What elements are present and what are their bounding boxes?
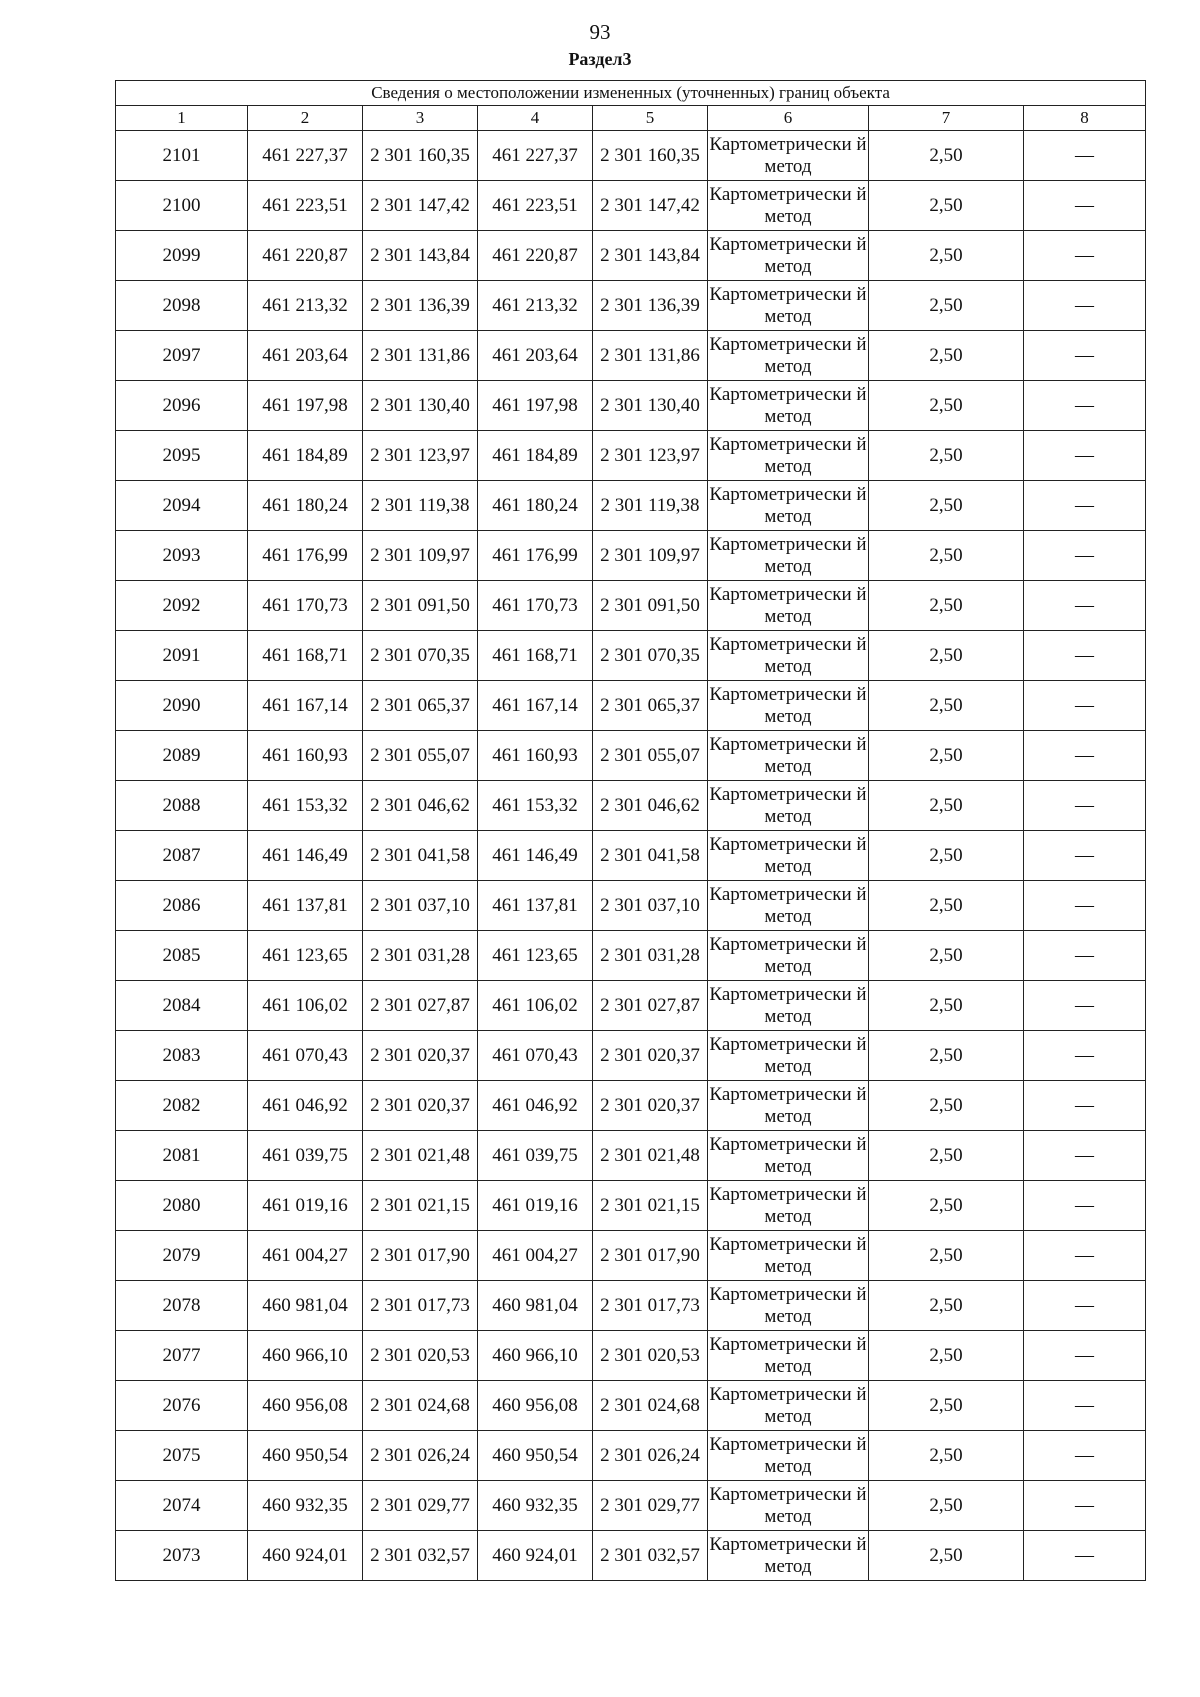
- table-row: [116, 1481, 1146, 1531]
- table-row: [116, 381, 1146, 431]
- column-number-cell: 6: [708, 106, 869, 131]
- coordinate-cell: 461 197,98: [478, 381, 593, 431]
- coordinate-cell: 461 180,24: [478, 481, 593, 531]
- coordinate-cell: 2 301 026,24: [593, 1431, 708, 1481]
- table-row: [116, 181, 1146, 231]
- method-cell: Картометрически й метод: [708, 1181, 869, 1231]
- accuracy-cell: 2,50: [869, 281, 1024, 331]
- coordinate-cell: 461 123,65: [478, 931, 593, 981]
- coordinate-cell: 2 301 041,58: [593, 831, 708, 881]
- method-cell: Картометрически й метод: [708, 1031, 869, 1081]
- method-cell: Картометрически й метод: [708, 1531, 869, 1581]
- table-row: [116, 631, 1146, 681]
- accuracy-cell: 2,50: [869, 731, 1024, 781]
- note-cell: —: [1024, 731, 1146, 781]
- note-cell: —: [1024, 831, 1146, 881]
- coordinate-cell: 461 203,64: [248, 331, 363, 381]
- coordinate-cell: 461 070,43: [248, 1031, 363, 1081]
- coordinate-cell: 2 301 091,50: [363, 581, 478, 631]
- coordinate-cell: 2 301 027,87: [363, 981, 478, 1031]
- coordinate-cell: 461 039,75: [248, 1131, 363, 1181]
- method-cell: Картометрически й метод: [708, 131, 869, 181]
- coordinate-cell: 2 301 160,35: [363, 131, 478, 181]
- note-cell: —: [1024, 1131, 1146, 1181]
- column-number-cell: 3: [363, 106, 478, 131]
- coordinate-cell: 2 301 031,28: [363, 931, 478, 981]
- coordinate-cell: 2 301 024,68: [593, 1381, 708, 1431]
- coordinate-cell: 2 301 021,48: [593, 1131, 708, 1181]
- note-cell: —: [1024, 181, 1146, 231]
- method-cell: Картометрически й метод: [708, 231, 869, 281]
- coordinate-cell: 2 301 055,07: [593, 731, 708, 781]
- table-row: [116, 881, 1146, 931]
- coordinate-cell: 461 220,87: [478, 231, 593, 281]
- table-row: [116, 1381, 1146, 1431]
- coordinate-cell: 461 184,89: [248, 431, 363, 481]
- method-cell: Картометрически й метод: [708, 681, 869, 731]
- table-row: [116, 1431, 1146, 1481]
- method-cell: Картометрически й метод: [708, 181, 869, 231]
- coordinate-cell: 461 137,81: [478, 881, 593, 931]
- coordinate-cell: 461 137,81: [248, 881, 363, 931]
- note-cell: —: [1024, 1381, 1146, 1431]
- coordinate-cell: 461 227,37: [248, 131, 363, 181]
- note-cell: —: [1024, 431, 1146, 481]
- accuracy-cell: 2,50: [869, 931, 1024, 981]
- method-cell: Картометрически й метод: [708, 531, 869, 581]
- table-row: [116, 131, 1146, 181]
- coordinate-cell: 460 924,01: [478, 1531, 593, 1581]
- method-cell: Картометрически й метод: [708, 931, 869, 981]
- coordinate-cell: 460 966,10: [248, 1331, 363, 1381]
- coordinate-cell: 461 019,16: [478, 1181, 593, 1231]
- accuracy-cell: 2,50: [869, 581, 1024, 631]
- point-number-cell: 2078: [116, 1281, 248, 1331]
- coordinate-cell: 2 301 091,50: [593, 581, 708, 631]
- coordinate-cell: 2 301 046,62: [593, 781, 708, 831]
- table-row: [116, 681, 1146, 731]
- coordinate-cell: 461 223,51: [478, 181, 593, 231]
- coordinate-cell: 2 301 143,84: [363, 231, 478, 281]
- note-cell: —: [1024, 1231, 1146, 1281]
- coordinate-cell: 2 301 065,37: [593, 681, 708, 731]
- point-number-cell: 2079: [116, 1231, 248, 1281]
- table-row: [116, 581, 1146, 631]
- coordinate-cell: 2 301 020,37: [593, 1081, 708, 1131]
- coordinate-cell: 461 197,98: [248, 381, 363, 431]
- accuracy-cell: 2,50: [869, 1131, 1024, 1181]
- coordinate-cell: 2 301 131,86: [363, 331, 478, 381]
- accuracy-cell: 2,50: [869, 331, 1024, 381]
- column-number-cell: 8: [1024, 106, 1146, 131]
- method-cell: Картометрически й метод: [708, 381, 869, 431]
- coordinate-cell: 2 301 020,53: [363, 1331, 478, 1381]
- table-row: [116, 1331, 1146, 1381]
- accuracy-cell: 2,50: [869, 781, 1024, 831]
- point-number-cell: 2081: [116, 1131, 248, 1181]
- table-row: [116, 831, 1146, 881]
- coordinate-cell: 461 180,24: [248, 481, 363, 531]
- coordinate-cell: 2 301 123,97: [363, 431, 478, 481]
- coordinate-cell: 2 301 020,37: [363, 1031, 478, 1081]
- accuracy-cell: 2,50: [869, 231, 1024, 281]
- coordinate-cell: 2 301 160,35: [593, 131, 708, 181]
- method-cell: Картометрически й метод: [708, 481, 869, 531]
- coordinate-cell: 461 153,32: [248, 781, 363, 831]
- table-body: [116, 131, 1146, 1581]
- coordinate-cell: 461 160,93: [248, 731, 363, 781]
- point-number-cell: 2093: [116, 531, 248, 581]
- note-cell: —: [1024, 631, 1146, 681]
- coordinate-cell: 461 019,16: [248, 1181, 363, 1231]
- coordinate-cell: 2 301 020,53: [593, 1331, 708, 1381]
- accuracy-cell: 2,50: [869, 631, 1024, 681]
- accuracy-cell: 2,50: [869, 481, 1024, 531]
- accuracy-cell: 2,50: [869, 1031, 1024, 1081]
- coordinate-cell: 460 981,04: [248, 1281, 363, 1331]
- coordinate-cell: 461 146,49: [478, 831, 593, 881]
- note-cell: —: [1024, 481, 1146, 531]
- note-cell: —: [1024, 1481, 1146, 1531]
- method-cell: Картометрически й метод: [708, 781, 869, 831]
- coordinate-cell: 2 301 046,62: [363, 781, 478, 831]
- coordinate-cell: 2 301 027,87: [593, 981, 708, 1031]
- note-cell: —: [1024, 1031, 1146, 1081]
- coordinate-cell: 460 924,01: [248, 1531, 363, 1581]
- note-cell: —: [1024, 681, 1146, 731]
- accuracy-cell: 2,50: [869, 1181, 1024, 1231]
- coordinate-cell: 461 146,49: [248, 831, 363, 881]
- point-number-cell: 2097: [116, 331, 248, 381]
- point-number-cell: 2096: [116, 381, 248, 431]
- table-row: [116, 481, 1146, 531]
- method-cell: Картометрически й метод: [708, 281, 869, 331]
- note-cell: —: [1024, 1331, 1146, 1381]
- coordinate-cell: 461 153,32: [478, 781, 593, 831]
- method-cell: Картометрически й метод: [708, 981, 869, 1031]
- note-cell: —: [1024, 931, 1146, 981]
- point-number-cell: 2088: [116, 781, 248, 831]
- section-title: Раздел3: [568, 49, 632, 69]
- point-number-cell: 2085: [116, 931, 248, 981]
- accuracy-cell: 2,50: [869, 1081, 1024, 1131]
- column-number-cell: 7: [869, 106, 1024, 131]
- accuracy-cell: 2,50: [869, 181, 1024, 231]
- page-number: 93: [589, 20, 611, 44]
- coordinate-cell: 2 301 147,42: [363, 181, 478, 231]
- coordinate-cell: 461 170,73: [478, 581, 593, 631]
- coordinate-cell: 461 106,02: [248, 981, 363, 1031]
- table-caption-row: [116, 81, 1146, 106]
- point-number-cell: 2089: [116, 731, 248, 781]
- coordinate-cell: 461 004,27: [478, 1231, 593, 1281]
- coordinate-cell: 2 301 119,38: [593, 481, 708, 531]
- coordinate-cell: 460 966,10: [478, 1331, 593, 1381]
- coordinate-cell: 2 301 029,77: [363, 1481, 478, 1531]
- coordinate-cell: 460 932,35: [248, 1481, 363, 1531]
- method-cell: Картометрически й метод: [708, 1431, 869, 1481]
- coordinate-cell: 2 301 136,39: [593, 281, 708, 331]
- coordinate-cell: 2 301 021,15: [593, 1181, 708, 1231]
- column-number-row: [116, 106, 1146, 131]
- coordinate-cell: 2 301 017,90: [593, 1231, 708, 1281]
- method-cell: Картометрически й метод: [708, 631, 869, 681]
- coordinate-cell: 461 160,93: [478, 731, 593, 781]
- coordinate-cell: 461 223,51: [248, 181, 363, 231]
- coordinate-cell: 461 070,43: [478, 1031, 593, 1081]
- point-number-cell: 2073: [116, 1531, 248, 1581]
- method-cell: Картометрически й метод: [708, 581, 869, 631]
- note-cell: —: [1024, 1181, 1146, 1231]
- coordinate-cell: 2 301 021,48: [363, 1131, 478, 1181]
- coordinate-cell: 461 167,14: [478, 681, 593, 731]
- point-number-cell: 2094: [116, 481, 248, 531]
- point-number-cell: 2086: [116, 881, 248, 931]
- coordinate-cell: 461 123,65: [248, 931, 363, 981]
- table-row: [116, 1081, 1146, 1131]
- accuracy-cell: 2,50: [869, 131, 1024, 181]
- note-cell: —: [1024, 131, 1146, 181]
- point-number-cell: 2091: [116, 631, 248, 681]
- method-cell: Картометрически й метод: [708, 1281, 869, 1331]
- accuracy-cell: 2,50: [869, 831, 1024, 881]
- accuracy-cell: 2,50: [869, 1231, 1024, 1281]
- accuracy-cell: 2,50: [869, 1331, 1024, 1381]
- coordinate-cell: 461 227,37: [478, 131, 593, 181]
- method-cell: Картометрически й метод: [708, 331, 869, 381]
- coordinate-cell: 2 301 109,97: [363, 531, 478, 581]
- column-number-cell: 1: [116, 106, 248, 131]
- coordinate-cell: 2 301 017,90: [363, 1231, 478, 1281]
- point-number-cell: 2074: [116, 1481, 248, 1531]
- coordinate-cell: 461 106,02: [478, 981, 593, 1031]
- point-number-cell: 2099: [116, 231, 248, 281]
- coordinate-cell: 461 203,64: [478, 331, 593, 381]
- point-number-cell: 2101: [116, 131, 248, 181]
- note-cell: —: [1024, 581, 1146, 631]
- accuracy-cell: 2,50: [869, 681, 1024, 731]
- coordinate-cell: 2 301 026,24: [363, 1431, 478, 1481]
- method-cell: Картометрически й метод: [708, 731, 869, 781]
- point-number-cell: 2084: [116, 981, 248, 1031]
- coordinate-cell: 2 301 131,86: [593, 331, 708, 381]
- note-cell: —: [1024, 1531, 1146, 1581]
- point-number-cell: 2075: [116, 1431, 248, 1481]
- coordinate-cell: 460 950,54: [478, 1431, 593, 1481]
- coordinate-cell: 460 932,35: [478, 1481, 593, 1531]
- coordinate-cell: 460 950,54: [248, 1431, 363, 1481]
- coordinate-cell: 461 004,27: [248, 1231, 363, 1281]
- accuracy-cell: 2,50: [869, 1531, 1024, 1581]
- coordinate-cell: 461 220,87: [248, 231, 363, 281]
- coordinate-cell: 460 981,04: [478, 1281, 593, 1331]
- point-number-cell: 2092: [116, 581, 248, 631]
- table-row: [116, 981, 1146, 1031]
- column-number-cell: 4: [478, 106, 593, 131]
- table-caption: Сведения о местоположении измененных (уточненных) границ объекта: [116, 81, 1146, 106]
- coordinate-cell: 461 039,75: [478, 1131, 593, 1181]
- table-row: [116, 1531, 1146, 1581]
- coordinate-cell: 2 301 130,40: [363, 381, 478, 431]
- coordinate-cell: 2 301 037,10: [363, 881, 478, 931]
- coordinate-cell: 2 301 032,57: [593, 1531, 708, 1581]
- coordinate-cell: 2 301 032,57: [363, 1531, 478, 1581]
- coordinate-cell: 461 213,32: [248, 281, 363, 331]
- method-cell: Картометрически й метод: [708, 1381, 869, 1431]
- note-cell: —: [1024, 981, 1146, 1031]
- table-row: [116, 231, 1146, 281]
- accuracy-cell: 2,50: [869, 1481, 1024, 1531]
- coordinate-cell: 2 301 119,38: [363, 481, 478, 531]
- point-number-cell: 2076: [116, 1381, 248, 1431]
- method-cell: Картометрически й метод: [708, 1331, 869, 1381]
- coordinate-cell: 461 168,71: [478, 631, 593, 681]
- coordinate-cell: 2 301 143,84: [593, 231, 708, 281]
- coordinate-cell: 460 956,08: [248, 1381, 363, 1431]
- coordinate-cell: 2 301 055,07: [363, 731, 478, 781]
- column-number-cell: 5: [593, 106, 708, 131]
- point-number-cell: 2100: [116, 181, 248, 231]
- coordinate-cell: 2 301 041,58: [363, 831, 478, 881]
- accuracy-cell: 2,50: [869, 381, 1024, 431]
- point-number-cell: 2082: [116, 1081, 248, 1131]
- coordinate-cell: 2 301 029,77: [593, 1481, 708, 1531]
- table-row: [116, 931, 1146, 981]
- method-cell: Картометрически й метод: [708, 431, 869, 481]
- note-cell: —: [1024, 881, 1146, 931]
- method-cell: Картометрически й метод: [708, 1131, 869, 1181]
- note-cell: —: [1024, 281, 1146, 331]
- coordinate-cell: 2 301 031,28: [593, 931, 708, 981]
- point-number-cell: 2080: [116, 1181, 248, 1231]
- coordinate-cell: 2 301 123,97: [593, 431, 708, 481]
- note-cell: —: [1024, 781, 1146, 831]
- coordinate-cell: 2 301 147,42: [593, 181, 708, 231]
- table-row: [116, 281, 1146, 331]
- coordinate-cell: 2 301 017,73: [593, 1281, 708, 1331]
- point-number-cell: 2090: [116, 681, 248, 731]
- coordinate-cell: 461 176,99: [478, 531, 593, 581]
- boundary-coordinates-table: [115, 80, 1146, 1581]
- accuracy-cell: 2,50: [869, 881, 1024, 931]
- coordinate-cell: 2 301 020,37: [593, 1031, 708, 1081]
- table-row: [116, 1281, 1146, 1331]
- coordinate-cell: 461 176,99: [248, 531, 363, 581]
- point-number-cell: 2087: [116, 831, 248, 881]
- accuracy-cell: 2,50: [869, 1281, 1024, 1331]
- coordinate-cell: 2 301 021,15: [363, 1181, 478, 1231]
- method-cell: Картометрически й метод: [708, 1081, 869, 1131]
- point-number-cell: 2077: [116, 1331, 248, 1381]
- coordinate-cell: 461 046,92: [478, 1081, 593, 1131]
- coordinate-cell: 2 301 024,68: [363, 1381, 478, 1431]
- note-cell: —: [1024, 331, 1146, 381]
- note-cell: —: [1024, 381, 1146, 431]
- accuracy-cell: 2,50: [869, 531, 1024, 581]
- table-row: [116, 1181, 1146, 1231]
- table-row: [116, 1231, 1146, 1281]
- note-cell: —: [1024, 531, 1146, 581]
- point-number-cell: 2098: [116, 281, 248, 331]
- coordinate-cell: 2 301 065,37: [363, 681, 478, 731]
- point-number-cell: 2095: [116, 431, 248, 481]
- coordinate-cell: 461 213,32: [478, 281, 593, 331]
- table-row: [116, 1031, 1146, 1081]
- coordinate-cell: 2 301 020,37: [363, 1081, 478, 1131]
- coordinate-cell: 2 301 109,97: [593, 531, 708, 581]
- table-row: [116, 431, 1146, 481]
- accuracy-cell: 2,50: [869, 431, 1024, 481]
- note-cell: —: [1024, 1281, 1146, 1331]
- coordinate-cell: 461 167,14: [248, 681, 363, 731]
- point-number-cell: 2083: [116, 1031, 248, 1081]
- column-number-cell: 2: [248, 106, 363, 131]
- table-row: [116, 331, 1146, 381]
- method-cell: Картометрически й метод: [708, 881, 869, 931]
- coordinate-cell: 461 046,92: [248, 1081, 363, 1131]
- coordinate-cell: 461 170,73: [248, 581, 363, 631]
- accuracy-cell: 2,50: [869, 981, 1024, 1031]
- table-row: [116, 531, 1146, 581]
- coordinate-cell: 2 301 037,10: [593, 881, 708, 931]
- accuracy-cell: 2,50: [869, 1431, 1024, 1481]
- coordinate-cell: 2 301 136,39: [363, 281, 478, 331]
- method-cell: Картометрически й метод: [708, 831, 869, 881]
- coordinate-cell: 2 301 070,35: [363, 631, 478, 681]
- note-cell: —: [1024, 1431, 1146, 1481]
- table-row: [116, 781, 1146, 831]
- coordinate-cell: 2 301 130,40: [593, 381, 708, 431]
- note-cell: —: [1024, 231, 1146, 281]
- coordinate-cell: 461 168,71: [248, 631, 363, 681]
- coordinate-cell: 461 184,89: [478, 431, 593, 481]
- coordinate-cell: 460 956,08: [478, 1381, 593, 1431]
- accuracy-cell: 2,50: [869, 1381, 1024, 1431]
- method-cell: Картометрически й метод: [708, 1481, 869, 1531]
- note-cell: —: [1024, 1081, 1146, 1131]
- table-row: [116, 731, 1146, 781]
- coordinate-cell: 2 301 017,73: [363, 1281, 478, 1331]
- method-cell: Картометрически й метод: [708, 1231, 869, 1281]
- coordinate-cell: 2 301 070,35: [593, 631, 708, 681]
- table-row: [116, 1131, 1146, 1181]
